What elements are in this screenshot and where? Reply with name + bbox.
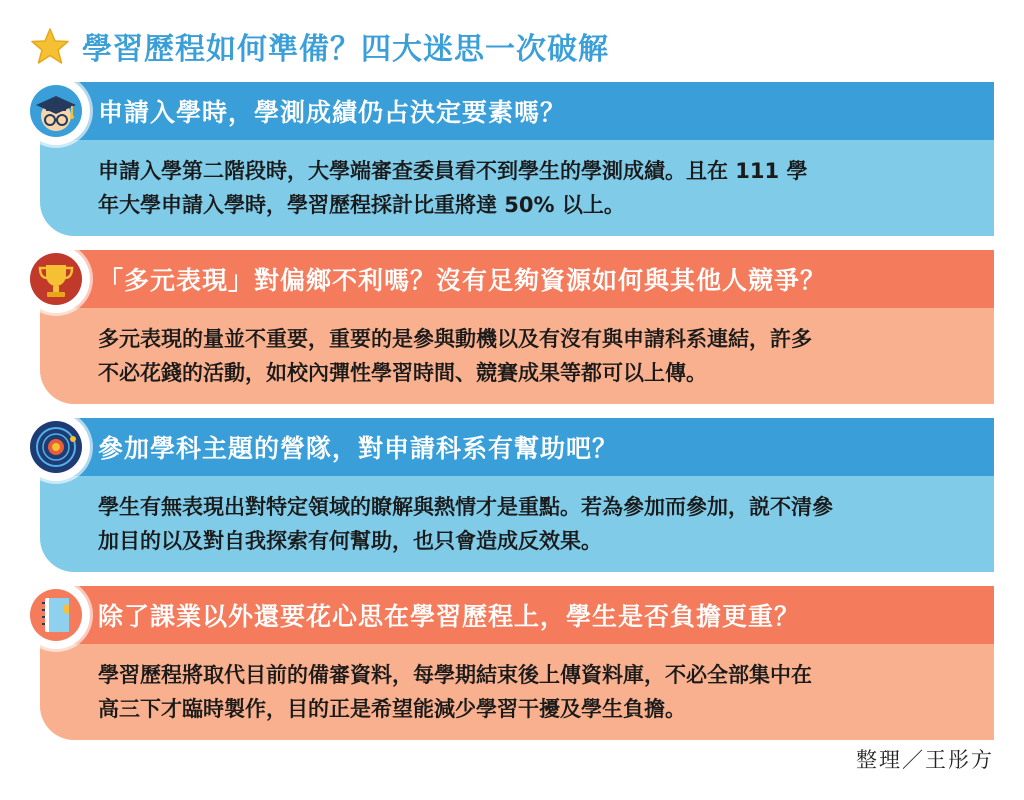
faq-question-bar xyxy=(40,418,994,476)
answer-line: 申請入學第二階段時，大學端審查委員看不到學生的學測成績。且在 111 學 xyxy=(98,159,808,183)
answer-line: 不必花錢的活動，如校內彈性學習時間、競賽成果等都可以上傳。 xyxy=(98,361,707,385)
faq-question: 除了課業以外還要花心思在學習歷程上，學生是否負擔更重？ xyxy=(98,602,801,631)
faq-answer xyxy=(40,140,994,236)
faq-question: 「多元表現」對偏鄉不利嗎？沒有足夠資源如何與其他人競爭？ xyxy=(98,266,827,295)
answer-line: 年大學申請入學時，學習歷程採計比重將達 50% 以上。 xyxy=(98,193,625,217)
trophy-icon xyxy=(22,245,90,313)
answer-line: 學習歷程將取代目前的備審資料，每學期結束後上傳資料庫，不必全部集中在 xyxy=(98,663,812,687)
faq-answer xyxy=(40,476,994,572)
faq-question: 申請入學時，學測成績仍占決定要素嗎？ xyxy=(98,98,567,127)
answer-line: 多元表現的量並不重要，重要的是參與動機以及有沒有與申請科系連結，許多 xyxy=(98,327,812,351)
answer-line: 高三下才臨時製作，目的正是希望能減少學習干擾及學生負擔。 xyxy=(98,697,686,721)
answer-line: 學生有無表現出對特定領域的瞭解與熱情才是重點。若為參加而參加，説不清參 xyxy=(98,495,833,519)
faq-card-2 xyxy=(40,250,994,404)
page-title: 學習歷程如何準備？四大迷思一次破解 xyxy=(82,32,609,67)
graduation-cap-icon xyxy=(22,77,90,145)
credit-text: 整理／王彤方 xyxy=(856,748,994,772)
faq-answer xyxy=(40,644,994,740)
faq-question-bar xyxy=(40,586,994,644)
faq-question-bar xyxy=(40,82,994,140)
notebook-icon xyxy=(22,581,90,649)
title-row xyxy=(30,18,609,74)
faq-answer xyxy=(40,308,994,404)
faq-question-bar xyxy=(40,250,994,308)
star-icon xyxy=(30,26,70,66)
faq-card-3 xyxy=(40,418,994,572)
faq-question: 參加學科主題的營隊，對申請科系有幫助吧？ xyxy=(98,434,619,463)
answer-line: 加目的以及對自我探索有何幫助，也只會造成反效果。 xyxy=(98,529,602,553)
faq-card-1 xyxy=(40,82,994,236)
planet-icon xyxy=(22,413,90,481)
faq-card-4 xyxy=(40,586,994,740)
